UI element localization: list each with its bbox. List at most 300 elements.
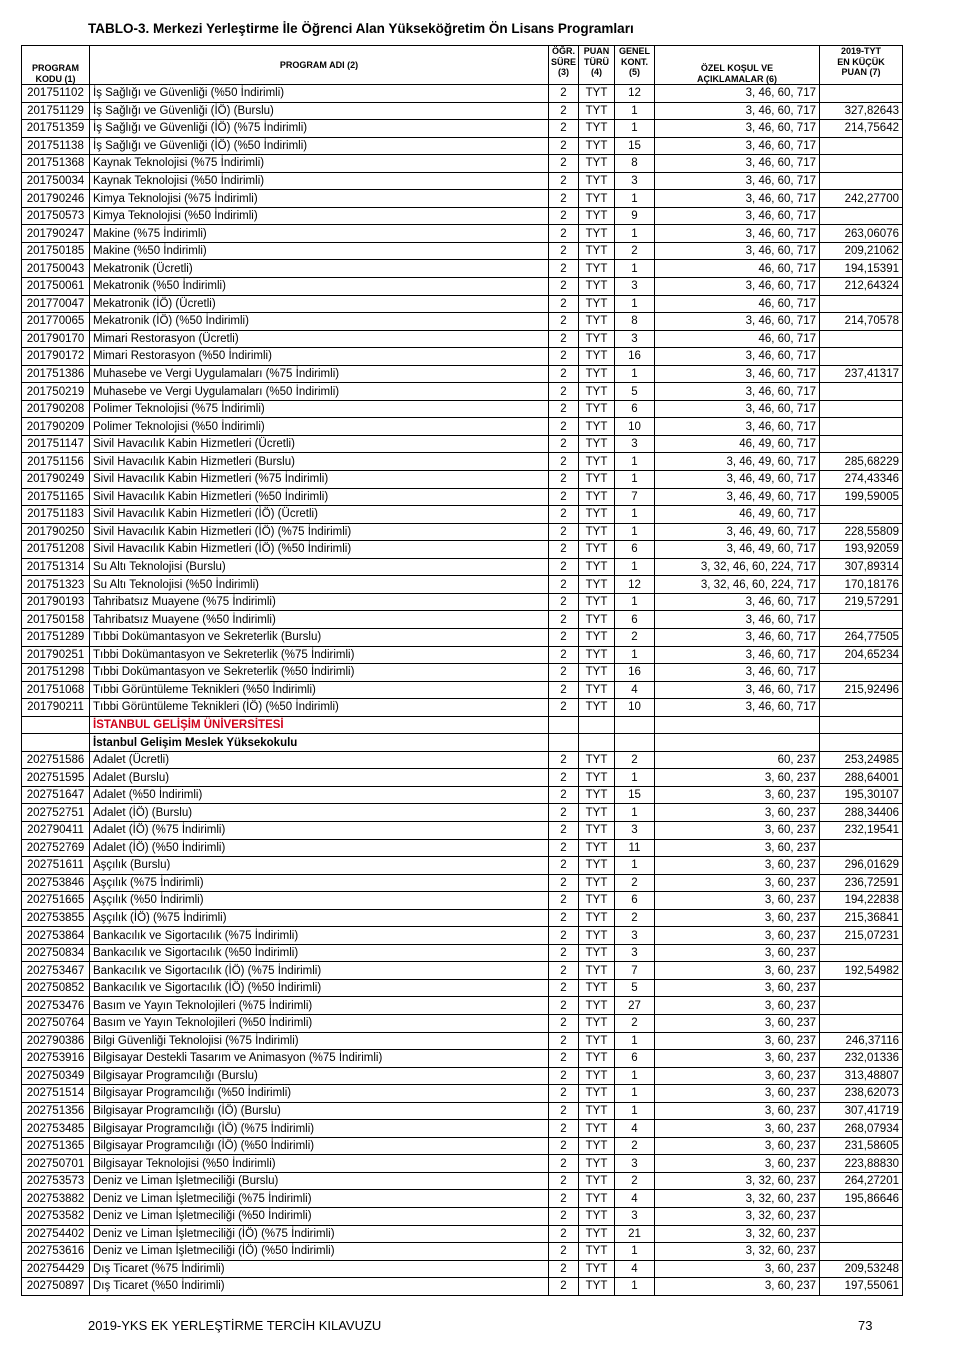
cell-conditions: 3, 46, 60, 717 [655,155,820,173]
cell-score-type: TYT [579,1014,615,1032]
cell-program-name: İş Sağlığı ve Güvenliği (İÖ) (Burslu) [90,102,549,120]
cell-duration: 2 [549,295,579,313]
cell-program-name: Dış Ticaret (%50 İndirimli) [90,1278,549,1296]
cell-program-code: 201751314 [22,558,90,576]
cell-min-score: 194,15391 [820,260,903,278]
cell-min-score [820,1225,903,1243]
cell-quota: 5 [615,383,655,401]
cell-conditions: 3, 60, 237 [655,1260,820,1278]
cell-score-type: TYT [579,839,615,857]
cell-min-score: 209,21062 [820,242,903,260]
cell-duration: 2 [549,418,579,436]
cell-score-type: TYT [579,506,615,524]
cell-score-type: TYT [579,1260,615,1278]
table-row [22,242,903,260]
cell-quota: 1 [615,471,655,489]
table-row [22,471,903,489]
cell-program-code: 202752769 [22,839,90,857]
cell-program-name: Sivil Havacılık Kabin Hizmetleri (İÖ) (%75 İndirimli) [90,523,549,541]
cell-score-type: TYT [579,593,615,611]
cell-score-type: TYT [579,1085,615,1103]
cell-program-name: Bilgi Güvenliği Teknolojisi (%75 İndirimli) [90,1032,549,1050]
cell-min-score: 214,70578 [820,313,903,331]
cell-score-type: TYT [579,558,615,576]
header-line: KODU (1) [35,73,76,84]
cell-program-name: Bilgisayar Teknolojisi (%50 İndirimli) [90,1155,549,1173]
cell-program-code: 201751386 [22,365,90,383]
cell-duration: 2 [549,1102,579,1120]
cell-program-code: 202753476 [22,997,90,1015]
cell-program-code: 202753467 [22,962,90,980]
cell-program-name: Mekatronik (İÖ) (Ücretli) [90,295,549,313]
cell-quota: 4 [615,1190,655,1208]
cell-quota: 10 [615,699,655,717]
cell-min-score [820,383,903,401]
table-row [22,769,903,787]
cell-duration: 2 [549,909,579,927]
cell-min-score [820,611,903,629]
cell-conditions: 3, 46, 60, 717 [655,278,820,296]
cell-score-type: TYT [579,944,615,962]
cell-min-score: 313,48807 [820,1067,903,1085]
cell-duration: 2 [549,927,579,945]
cell-score-type: TYT [579,85,615,103]
cell-score-type: TYT [579,102,615,120]
table-row [22,593,903,611]
table-row [22,927,903,945]
cell-score-type: TYT [579,260,615,278]
cell-program-code: 201750573 [22,207,90,225]
cell-duration: 2 [549,857,579,875]
table-row [22,260,903,278]
cell-min-score: 307,89314 [820,558,903,576]
cell-program-name: Bankacılık ve Sigortacılık (İÖ) (%75 İndirimli) [90,962,549,980]
header-line: (3) [558,67,569,77]
cell-conditions: 3, 32, 46, 60, 224, 717 [655,558,820,576]
table-row [22,295,903,313]
cell-program-code: 201790250 [22,523,90,541]
cell-score-type: TYT [579,681,615,699]
cell-duration: 2 [549,190,579,208]
cell-min-score [820,664,903,682]
cell-quota: 6 [615,611,655,629]
table-row [22,839,903,857]
cell-conditions: 3, 32, 60, 237 [655,1225,820,1243]
cell-program-code [22,716,90,734]
cell-program-code: 201751359 [22,120,90,138]
cell-program-name: Adalet (Burslu) [90,769,549,787]
cell-duration: 2 [549,874,579,892]
cell-program-code: 202754402 [22,1225,90,1243]
cell-min-score: 268,07934 [820,1120,903,1138]
cell-program-code: 201751068 [22,681,90,699]
cell-score-type: TYT [579,365,615,383]
cell-quota: 3 [615,821,655,839]
table-row [22,751,903,769]
cell-score-type: TYT [579,488,615,506]
cell-duration: 2 [549,207,579,225]
cell-program-name: Dış Ticaret (%75 İndirimli) [90,1260,549,1278]
cell-conditions: 3, 60, 237 [655,927,820,945]
cell-conditions: 3, 60, 237 [655,874,820,892]
cell-quota: 6 [615,1050,655,1068]
table-row [22,997,903,1015]
header-duration [549,46,579,85]
header-line: PUAN [583,46,610,56]
header-line: (4) [591,67,602,77]
cell-duration: 2 [549,85,579,103]
cell-program-code: 202751611 [22,857,90,875]
header-quota [615,46,655,85]
cell-duration: 2 [549,330,579,348]
cell-quota: 3 [615,1155,655,1173]
cell-program-code: 201751147 [22,435,90,453]
cell-score-type: TYT [579,821,615,839]
cell-score-type: TYT [579,1102,615,1120]
header-line: GENEL [618,46,650,56]
header-line: KONT. [621,56,648,67]
cell-program-name: Kaynak Teknolojisi (%50 İndirimli) [90,172,549,190]
cell-program-code: 201750219 [22,383,90,401]
cell-score-type: TYT [579,979,615,997]
cell-conditions: 3, 46, 49, 60, 717 [655,523,820,541]
cell-duration: 2 [549,137,579,155]
table-row [22,1050,903,1068]
cell-score-type: TYT [579,1190,615,1208]
table-row [22,1190,903,1208]
cell-program-name: Sivil Havacılık Kabin Hizmetleri (İÖ) (Ücretli) [90,506,549,524]
table-row [22,313,903,331]
cell-program-name: Kaynak Teknolojisi (%75 İndirimli) [90,155,549,173]
cell-quota: 1 [615,365,655,383]
cell-program-code: 201751156 [22,453,90,471]
cell-program-code: 201770047 [22,295,90,313]
cell-duration: 2 [549,646,579,664]
table-row [22,120,903,138]
cell-quota: 10 [615,418,655,436]
cell-conditions: 3, 32, 46, 60, 224, 717 [655,576,820,594]
cell-min-score: 194,22838 [820,892,903,910]
cell-program-name: İş Sağlığı ve Güvenliği (%50 İndirimli) [90,85,549,103]
cell-duration: 2 [549,628,579,646]
cell-score-type: TYT [579,576,615,594]
header-row [22,46,903,85]
cell-duration: 2 [549,979,579,997]
cell-program-code: 201790251 [22,646,90,664]
cell-quota: 12 [615,576,655,594]
cell-conditions: 3, 60, 237 [655,962,820,980]
cell-program-code: 202751356 [22,1102,90,1120]
cell-duration: 2 [549,260,579,278]
cell-program-name: Aşçılık (İÖ) (%75 İndirimli) [90,909,549,927]
cell-conditions: 3, 46, 60, 717 [655,699,820,717]
cell-quota: 1 [615,225,655,243]
cell-conditions: 3, 60, 237 [655,1278,820,1296]
cell-program-code: 202750701 [22,1155,90,1173]
cell-min-score: 242,27700 [820,190,903,208]
table-row [22,85,903,103]
cell-conditions: 3, 46, 60, 717 [655,593,820,611]
cell-program-code: 202750349 [22,1067,90,1085]
cell-conditions: 3, 32, 60, 237 [655,1208,820,1226]
cell-score-type: TYT [579,927,615,945]
cell-quota: 2 [615,1014,655,1032]
cell-program-name: Makine (%50 İndirimli) [90,242,549,260]
cell-conditions: 60, 237 [655,751,820,769]
cell-duration: 2 [549,242,579,260]
cell-score-type: TYT [579,225,615,243]
cell-program-name: Tıbbi Dokümantasyon ve Sekreterlik (Burslu) [90,628,549,646]
cell-conditions: 3, 46, 60, 717 [655,207,820,225]
cell-duration: 2 [549,523,579,541]
cell-program-code: 202752751 [22,804,90,822]
cell-duration: 2 [549,593,579,611]
cell-program-code: 202751665 [22,892,90,910]
cell-program-code: 201751183 [22,506,90,524]
cell-score-type: TYT [579,962,615,980]
cell-program-name: Bankacılık ve Sigortacılık (İÖ) (%50 İndirimli) [90,979,549,997]
cell-score-type: TYT [579,1278,615,1296]
table-row [22,137,903,155]
cell-duration: 2 [549,699,579,717]
cell-min-score: 214,75642 [820,120,903,138]
table-row [22,979,903,997]
cell-program-code: 202753582 [22,1208,90,1226]
cell-conditions: 3, 46, 60, 717 [655,348,820,366]
cell-conditions: 3, 46, 60, 717 [655,242,820,260]
cell-program-code: 201790193 [22,593,90,611]
cell-program-name: Kimya Teknolojisi (%50 İndirimli) [90,207,549,225]
cell-duration: 2 [549,1278,579,1296]
table-row [22,628,903,646]
cell-program-name: Basım ve Yayın Teknolojileri (%75 İndirimli) [90,997,549,1015]
table-body [22,85,903,1296]
cell-quota: 4 [615,681,655,699]
table-row [22,1102,903,1120]
cell-score-type: TYT [579,699,615,717]
cell-duration [549,716,579,734]
table-row [22,435,903,453]
cell-program-name: Polimer Teknolojisi (%75 İndirimli) [90,400,549,418]
cell-conditions: 3, 60, 237 [655,997,820,1015]
cell-program-code: 202751514 [22,1085,90,1103]
header-score-type [579,46,615,85]
header-line: PUAN (7) [841,67,881,77]
cell-program-code: 202753573 [22,1172,90,1190]
cell-score-type: TYT [579,874,615,892]
cell-min-score: 246,37116 [820,1032,903,1050]
cell-score-type: TYT [579,400,615,418]
cell-quota: 16 [615,348,655,366]
cell-min-score: 288,34406 [820,804,903,822]
cell-conditions: 3, 46, 60, 717 [655,102,820,120]
cell-conditions: 3, 60, 237 [655,857,820,875]
cell-program-code: 201770065 [22,313,90,331]
header-line: PROGRAM ADI (2) [279,59,359,70]
cell-min-score: 296,01629 [820,857,903,875]
cell-duration: 2 [549,576,579,594]
cell-program-name: Muhasebe ve Vergi Uygulamaları (%50 İndirimli) [90,383,549,401]
cell-score-type: TYT [579,646,615,664]
cell-min-score [820,330,903,348]
cell-duration: 2 [549,558,579,576]
cell-quota: 15 [615,137,655,155]
cell-program-code: 202790411 [22,821,90,839]
cell-score-type: TYT [579,330,615,348]
cell-score-type: TYT [579,1137,615,1155]
cell-quota: 12 [615,85,655,103]
cell-conditions: 3, 46, 60, 717 [655,313,820,331]
cell-program-name: İş Sağlığı ve Güvenliği (İÖ) (%50 İndirimli) [90,137,549,155]
header-program-name [90,46,549,85]
cell-min-score [820,295,903,313]
cell-duration: 2 [549,1208,579,1226]
cell-quota: 4 [615,1120,655,1138]
table-row [22,453,903,471]
cell-score-type: TYT [579,383,615,401]
cell-quota: 3 [615,927,655,945]
cell-conditions: 3, 60, 237 [655,769,820,787]
table-row [22,278,903,296]
cell-program-name: Bilgisayar Programcılığı (İÖ) (%75 İndirimli) [90,1120,549,1138]
cell-duration: 2 [549,1120,579,1138]
cell-program-name: Mekatronik (İÖ) (%50 İndirimli) [90,313,549,331]
table-row [22,1032,903,1050]
cell-quota: 1 [615,453,655,471]
table-row [22,786,903,804]
cell-quota: 8 [615,155,655,173]
cell-score-type: TYT [579,120,615,138]
cell-duration: 2 [549,435,579,453]
cell-conditions: 3, 32, 60, 237 [655,1243,820,1261]
table-row [22,944,903,962]
cell-quota: 1 [615,120,655,138]
cell-program-code: 202751595 [22,769,90,787]
cell-program-name: Tıbbi Dokümantasyon ve Sekreterlik (%75 İndirimli) [90,646,549,664]
header-conditions [655,46,820,85]
cell-quota: 7 [615,962,655,980]
cell-min-score [820,997,903,1015]
cell-quota: 7 [615,488,655,506]
cell-min-score: 236,72591 [820,874,903,892]
cell-score-type [579,716,615,734]
cell-score-type: TYT [579,295,615,313]
cell-program-code: 201751129 [22,102,90,120]
cell-quota: 6 [615,400,655,418]
cell-program-name: Mekatronik (%50 İndirimli) [90,278,549,296]
cell-conditions: 3, 46, 49, 60, 717 [655,541,820,559]
table-row [22,576,903,594]
cell-min-score: 228,55809 [820,523,903,541]
cell-conditions: 46, 60, 717 [655,295,820,313]
cell-min-score: 209,53248 [820,1260,903,1278]
cell-program-code: 201750061 [22,278,90,296]
cell-program-name: Polimer Teknolojisi (%50 İndirimli) [90,418,549,436]
cell-quota: 3 [615,278,655,296]
cell-quota: 15 [615,786,655,804]
table-row [22,821,903,839]
table-row [22,874,903,892]
cell-program-name: Basım ve Yayın Teknolojileri (%50 İndirimli) [90,1014,549,1032]
cell-conditions: 3, 60, 237 [655,1067,820,1085]
cell-duration: 2 [549,541,579,559]
cell-min-score: 215,36841 [820,909,903,927]
cell-conditions: 46, 60, 717 [655,260,820,278]
cell-quota: 1 [615,1085,655,1103]
cell-conditions [655,734,820,752]
cell-duration: 2 [549,155,579,173]
cell-quota: 21 [615,1225,655,1243]
cell-program-name: Mimari Restorasyon (Ücretli) [90,330,549,348]
cell-duration: 2 [549,348,579,366]
page-title: TABLO-3. Merkezi Yerleştirme İle Öğrenci Alan Yükseköğretim Ön Lisans Programları [88,21,634,36]
cell-program-code: 202753916 [22,1050,90,1068]
page-number: 73 [858,1318,873,1333]
cell-score-type: TYT [579,1155,615,1173]
cell-min-score: 263,06076 [820,225,903,243]
cell-duration: 2 [549,172,579,190]
cell-program-name: Sivil Havacılık Kabin Hizmetleri (Ücretli) [90,435,549,453]
cell-quota: 2 [615,1137,655,1155]
cell-program-name: Tıbbi Dokümantasyon ve Sekreterlik (%50 İndirimli) [90,664,549,682]
cell-score-type: TYT [579,628,615,646]
cell-program-code: 202750852 [22,979,90,997]
cell-duration: 2 [549,962,579,980]
cell-score-type: TYT [579,611,615,629]
cell-program-code: 201751298 [22,664,90,682]
cell-quota: 1 [615,1067,655,1085]
cell-duration: 2 [549,506,579,524]
table-row [22,1120,903,1138]
cell-duration: 2 [549,1172,579,1190]
cell-program-code: 201790247 [22,225,90,243]
table-row [22,1155,903,1173]
cell-score-type: TYT [579,1225,615,1243]
cell-min-score: 204,65234 [820,646,903,664]
cell-min-score: 197,55061 [820,1278,903,1296]
cell-program-name: Sivil Havacılık Kabin Hizmetleri (%75 İndirimli) [90,471,549,489]
cell-conditions: 3, 60, 237 [655,1085,820,1103]
table-row [22,365,903,383]
table-row [22,225,903,243]
cell-quota: 1 [615,558,655,576]
cell-quota: 3 [615,330,655,348]
cell-conditions: 3, 46, 60, 717 [655,664,820,682]
cell-quota: 1 [615,857,655,875]
cell-duration: 2 [549,769,579,787]
cell-quota: 2 [615,751,655,769]
cell-score-type: TYT [579,541,615,559]
cell-min-score [820,944,903,962]
cell-min-score: 238,62073 [820,1085,903,1103]
table-row [22,207,903,225]
cell-quota: 3 [615,944,655,962]
cell-score-type: TYT [579,769,615,787]
cell-conditions: 3, 46, 60, 717 [655,225,820,243]
cell-min-score: 199,59005 [820,488,903,506]
cell-min-score: 307,41719 [820,1102,903,1120]
cell-program-code: 201751102 [22,85,90,103]
table-row [22,804,903,822]
table-row [22,172,903,190]
cell-min-score: 285,68229 [820,453,903,471]
cell-program-code: 202751647 [22,786,90,804]
header-line: AÇIKLAMALAR (6) [697,73,777,84]
cell-conditions: 3, 60, 237 [655,1102,820,1120]
cell-min-score [820,348,903,366]
cell-min-score: 264,77505 [820,628,903,646]
cell-quota: 9 [615,207,655,225]
